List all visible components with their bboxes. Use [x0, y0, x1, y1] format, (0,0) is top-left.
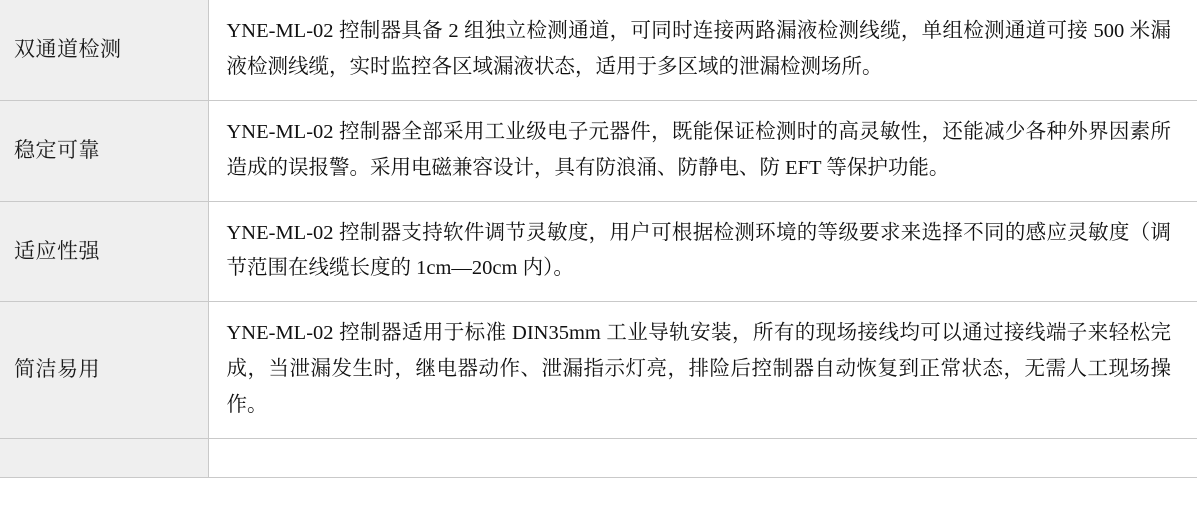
feature-description: YNE-ML-02 控制器具备 2 组独立检测通道，可同时连接两路漏液检测线缆，单组检测通道可接 500 米漏液检测线缆，实时监控各区域漏液状态，适用于多区域的泄漏检测场所。 [208, 0, 1197, 100]
feature-label: 适应性强 [0, 201, 208, 302]
spacer-label-cell [0, 438, 208, 477]
feature-description: YNE-ML-02 控制器支持软件调节灵敏度，用户可根据检测环境的等级要求来选择不同的感应灵敏度（调节范围在线缆长度的 1cm—20cm 内）。 [208, 201, 1197, 302]
feature-description: YNE-ML-02 控制器全部采用工业级电子元器件，既能保证检测时的高灵敏性，还能减少各种外界因素所造成的误报警。采用电磁兼容设计，具有防浪涌、防静电、防 EFT 等保护功能。 [208, 100, 1197, 201]
table-row [0, 201, 1197, 302]
spacer-description-cell [208, 438, 1197, 477]
table-row [0, 0, 1197, 100]
table-row [0, 100, 1197, 201]
feature-label: 双通道检测 [0, 0, 208, 100]
feature-description: YNE-ML-02 控制器适用于标准 DIN35mm 工业导轨安装，所有的现场接线均可以通过接线端子来轻松完成，当泄漏发生时，继电器动作、泄漏指示灯亮，排险后控制器自动恢复到正常状态，无需人工现场操作。 [208, 302, 1197, 439]
table-row [0, 302, 1197, 439]
table-bottom-spacer [0, 438, 1197, 477]
feature-label: 稳定可靠 [0, 100, 208, 201]
feature-label: 简洁易用 [0, 302, 208, 439]
